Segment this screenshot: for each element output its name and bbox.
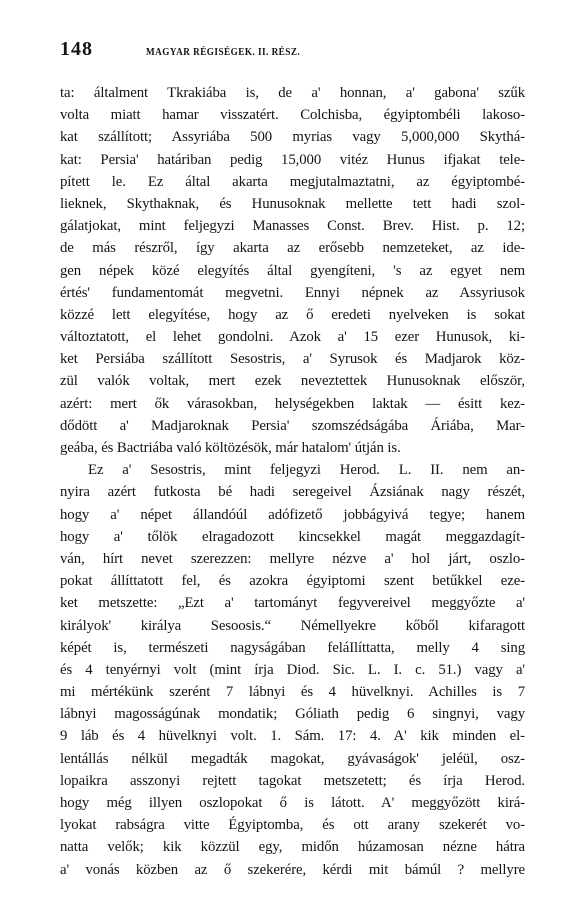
text-line: hogy a' tőlök elragadozott kincsekkel magát meggazdagít- (60, 528, 525, 545)
text-line: mi mértékünk szerént 7 lábnyi és 4 hüvelknyi. Achilles is 7 (60, 684, 525, 701)
text-line: és 4 tenyérnyi volt (mint írja Diod. Sic. L. I. c. 51.) vagy a' (60, 661, 525, 678)
text-line: kat: Persia' határiban pedig 15,000 vitéz Hunus ifjakat tele- (60, 151, 525, 168)
text-line: hogy a' népet állandóúl adófizető jobbágyivá tegye; hanem (60, 506, 525, 523)
text-line: gálatjokat, mint feljegyzi Manasses Const. Brev. Hist. p. 12; (60, 218, 525, 235)
text-line: értés' fundamentomát megvetni. Ennyi népnek az Assyriusok (60, 284, 525, 301)
text-line: de más részről, így akarta az erősebb nemzeteket, az ide- (60, 240, 525, 257)
text-line: lábnyi magosságúnak mondatik; Góliath pedig 6 singnyi, vagy (60, 706, 525, 723)
text-line: lopaikra asszonyi rejtett tagokat metszetett; és írja Herod. (60, 772, 525, 789)
text-line: dődött a' Madjaroknak Persia' szomszédságába Áriába, Mar- (60, 417, 525, 434)
text-line: ta: általment Tkrakiába is, de a' honnan, a' gabona' szűk (60, 85, 525, 101)
text-line: Ez a' Sesostris, mint feljegyzi Herod. L. II. nem an- (88, 462, 525, 479)
text-line: ket Persiába szállított Sesostris, a' Syrusok és Madjarok köz- (60, 351, 525, 368)
text-line: közzé lett elegyítése, hogy az ő eredeti nyelveken is sokat (60, 306, 525, 323)
text-line: 9 láb és 4 hüvelknyi volt. 1. Sám. 17: 4. A' kik minden el- (60, 728, 525, 745)
text-line: lieknek, Skythaknak, és Hunusoknak mellette tett hadi szol- (60, 195, 525, 212)
text-line: ván, hírt nevet szerezzen: mellyre nézve a' hol járt, oszlo- (60, 550, 525, 567)
text-line: királyok' királya Sesoosis.“ Némellyekre kőből kifaragott (60, 617, 525, 634)
text-line: ket metszette: „Ezt a' tartományt fegyvereivel meggyőzte a' (60, 595, 525, 612)
text-line: azért: mert ők várasokban, helységekben laktak — ésitt kez- (60, 395, 525, 412)
text-line: a' vonás közben az ő szekerére, kérdi mit bámúl ? mellyre (60, 861, 525, 878)
text-line: volta miatt hamar visszatért. Colchisba, égyiptombéli lakoso- (60, 107, 525, 124)
text-line: zül valók voltak, mert ezek neveztettek Hunusoknak először, (60, 373, 525, 390)
text-line: kat szállított; Assyriába 500 myrias vagy 5,000,000 Skythá- (60, 129, 525, 146)
text-line: pokat állíttatott fel, és azokra égyiptomi szent betűkkel eze- (60, 573, 525, 590)
text-line: geába, és Bactriába való költözésök, már hatalom' útján is. (60, 440, 401, 456)
text-line: lyokat rabságra vitte Égyiptomba, és ott arany szekerét vo- (60, 817, 525, 834)
body-text (60, 82, 525, 881)
text-line: natta velők; kik közzül egy, midőn húzamosan nézne hátra (60, 839, 525, 856)
running-head: MAGYAR RÉGISÉGEK. II. RÉSZ. (146, 47, 301, 58)
text-line: változtatott, el lehet gondolni. Azok a' 15 ezer Hunusok, ki- (60, 329, 525, 346)
text-line: gen népek közé elegyítés által gyengíteni, 's az egyet nem (60, 262, 525, 279)
text-line: hogy még illyen oszlopokat ő is látott. A' meggyőzött kirá- (60, 795, 525, 811)
page-header (60, 38, 527, 68)
text-line: lentállás nélkül megadták magokat, gyávaságok' jeléül, osz- (60, 750, 525, 767)
text-line: képét is, természeti nagyságában feláIlíttatta, melly 4 sing (60, 639, 525, 656)
text-line: nyira azért futkosta bé hadi seregeivel Ázsiának nagy részét, (60, 484, 525, 501)
text-line: pített le. Ez által akarta megjutalmaztatni, az égyiptombé- (60, 173, 525, 190)
page-number: 148 (60, 38, 93, 60)
